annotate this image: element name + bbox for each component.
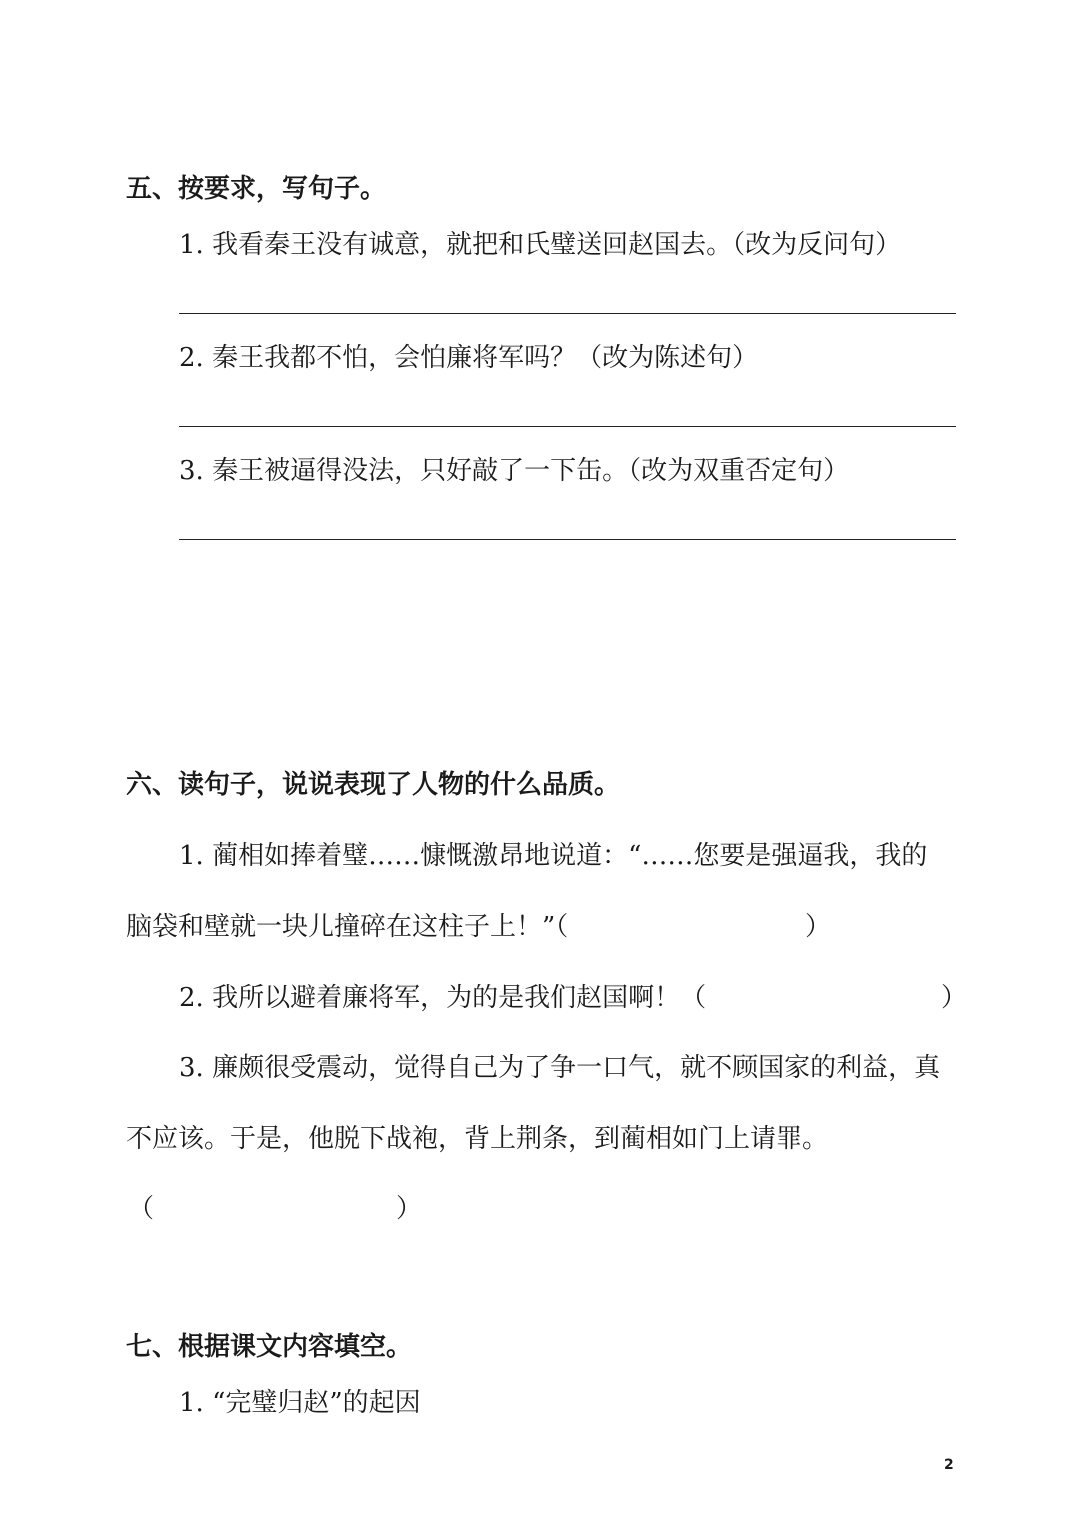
answer-line-3[interactable] — [179, 539, 956, 540]
section-5-title: 五、按要求，写句子。 — [126, 174, 387, 204]
section-7-question-1: 1. “完璧归赵”的起因 — [179, 1388, 421, 1418]
answer-blank-1-close: ） — [805, 912, 832, 942]
section-5-question-3: 3. 秦王被逼得没法，只好敲了一下缶。（改为双重否定句） — [179, 456, 850, 486]
section-6-question-3-line-1: 3. 廉颇很受震动，觉得自己为了争一口气，就不顾国家的利益，真 — [179, 1053, 941, 1083]
section-6-question-1-line-2: 脑袋和壁就一块儿撞碎在这柱子上！”（ — [126, 912, 569, 942]
section-6-question-1-line-1: 1. 蔺相如捧着璧……慷慨激昂地说道：“……您要是强逼我，我的 — [179, 841, 928, 871]
section-7-title: 七、根据课文内容填空。 — [126, 1332, 413, 1362]
answer-blank-3-close: ） — [396, 1194, 423, 1224]
section-5-question-2: 2. 秦王我都不怕，会怕廉将军吗？（改为陈述句） — [179, 343, 759, 373]
answer-line-1[interactable] — [179, 313, 956, 314]
answer-blank-3-open: （ — [128, 1194, 155, 1224]
page-number: 2 — [944, 1457, 954, 1473]
section-6-question-2: 2. 我所以避着廉将军，为的是我们赵国啊！（ — [179, 983, 707, 1013]
section-6-question-3-line-2: 不应该。于是，他脱下战袍，背上荆条，到蔺相如门上请罪。 — [126, 1124, 829, 1154]
answer-line-2[interactable] — [179, 426, 956, 427]
section-6-title: 六、读句子，说说表现了人物的什么品质。 — [126, 770, 621, 800]
section-5-question-1: 1. 我看秦王没有诚意，就把和氏璧送回赵国去。（改为反问句） — [179, 230, 902, 260]
answer-blank-2-close: ） — [941, 983, 968, 1013]
